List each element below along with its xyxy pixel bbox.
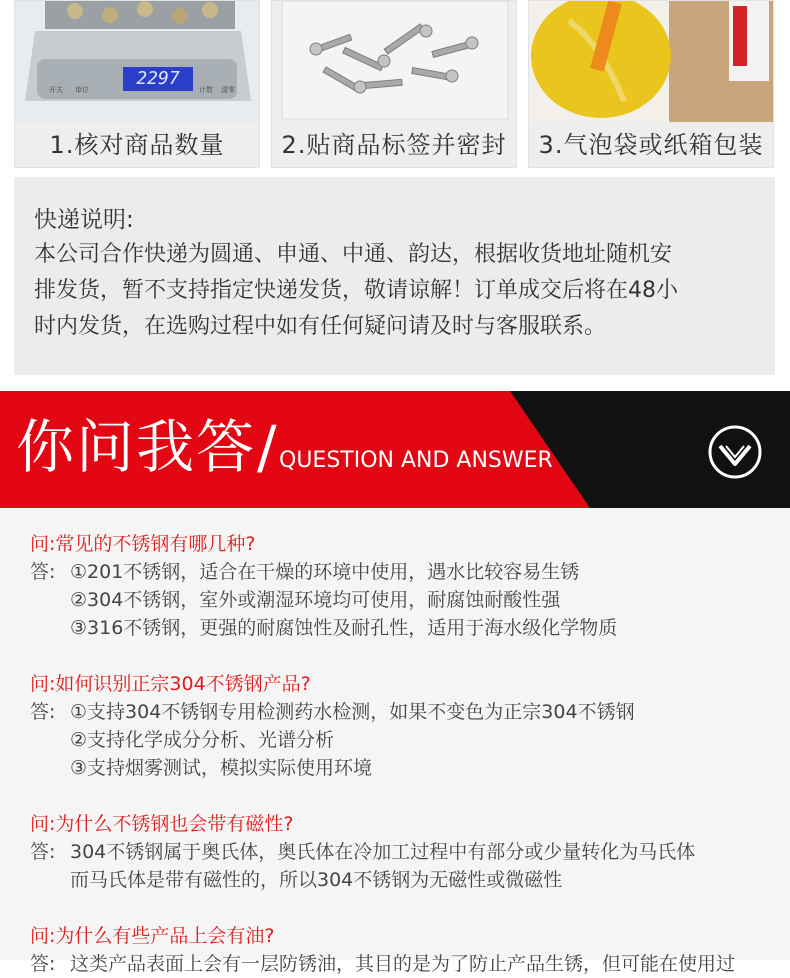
answer-line [30,838,770,866]
banner-slash: / [257,413,277,481]
step-caption: 3.气泡袋或纸箱包装 [529,122,773,168]
step-card-count [14,0,260,168]
delivery-notice [14,177,775,375]
scale-display: 2297 [136,68,180,89]
answer-text: 304不锈钢属于奥氏体，奥氏体在冷加工过程中有部分或少量转化为马氏体 [70,841,696,863]
qa-item [30,530,770,642]
question-line [30,530,770,558]
delivery-title: 快递说明: [34,207,134,233]
scale-button-label: 清零 [221,86,235,94]
question-text: 为什么不锈钢也会带有磁性? [55,813,294,835]
question-text: 为什么有些产品上会有油? [55,925,275,947]
answer-line [30,558,770,586]
scale-button-label: 开关 [49,86,63,94]
packing-steps [0,0,790,172]
scale-photo [15,1,259,122]
answer-text: 而马氏体是带有磁性的，所以304不锈钢为无磁性或微磁性 [70,869,563,891]
question-label: 问: [30,813,56,835]
qa-item [30,670,770,782]
qa-item [30,922,770,978]
banner-title-en: QUESTION AND ANSWER [279,448,553,473]
banner-title-zh: 你问我答 [16,413,257,481]
step-caption: 2.贴商品标签并密封 [272,122,516,168]
question-text: 常见的不锈钢有哪几种? [55,533,256,555]
answer-label: 答: [30,953,56,975]
delivery-line: 排发货，暂不支持指定快递发货，敬请谅解！订单成交后将在48小 [34,278,678,303]
answer-label: 答: [30,561,56,583]
chevron-down-icon [707,424,763,480]
question-text: 如何识别正宗304不锈钢产品? [55,673,311,695]
question-line [30,922,770,950]
question-line [30,670,770,698]
answer-label: 答: [30,701,56,723]
delivery-line: 时内发货，在选购过程中如有任何疑问请及时与客服联系。 [34,314,607,339]
answer-line [30,950,770,978]
answer-text: ②304不锈钢，室外或潮湿环境均可使用，耐腐蚀耐酸性强 [70,589,561,611]
answer-text: 这类产品表面上会有一层防锈油，其目的是为了防止产品生锈，但可能在使用过 [70,953,736,975]
step-caption: 1.核对商品数量 [15,122,259,168]
qa-item [30,810,770,894]
question-label: 问: [30,925,56,947]
delivery-line: 本公司合作快递为圆通、申通、中通、韵达，根据收货地址随机安 [34,242,673,267]
package-photo [529,1,773,122]
question-label: 问: [30,533,56,555]
scale-button-label: 计数 [199,86,213,94]
question-label: 问: [30,673,56,695]
step-card-label [271,0,517,168]
answer-text: ①支持304不锈钢专用检测药水检测，如果不变色为正宗304不锈钢 [70,701,635,723]
qa-banner [0,391,790,508]
answer-label: 答: [30,841,56,863]
answer-line [30,698,770,726]
answer-text: ①201不锈钢，适合在干燥的环境中使用，遇水比较容易生锈 [70,561,580,583]
answer-text: ③316不锈钢，更强的耐腐蚀性及耐孔性，适用于海水级化学物质 [70,617,618,639]
question-line [30,810,770,838]
answer-text: ②支持化学成分分析、光谱分析 [70,729,335,751]
scale-button-label: 单位 [75,86,89,94]
screws-bag-photo [272,1,516,122]
qa-section [0,508,790,975]
step-card-package [528,0,774,168]
answer-text: ③支持烟雾测试，模拟实际使用环境 [70,757,373,779]
